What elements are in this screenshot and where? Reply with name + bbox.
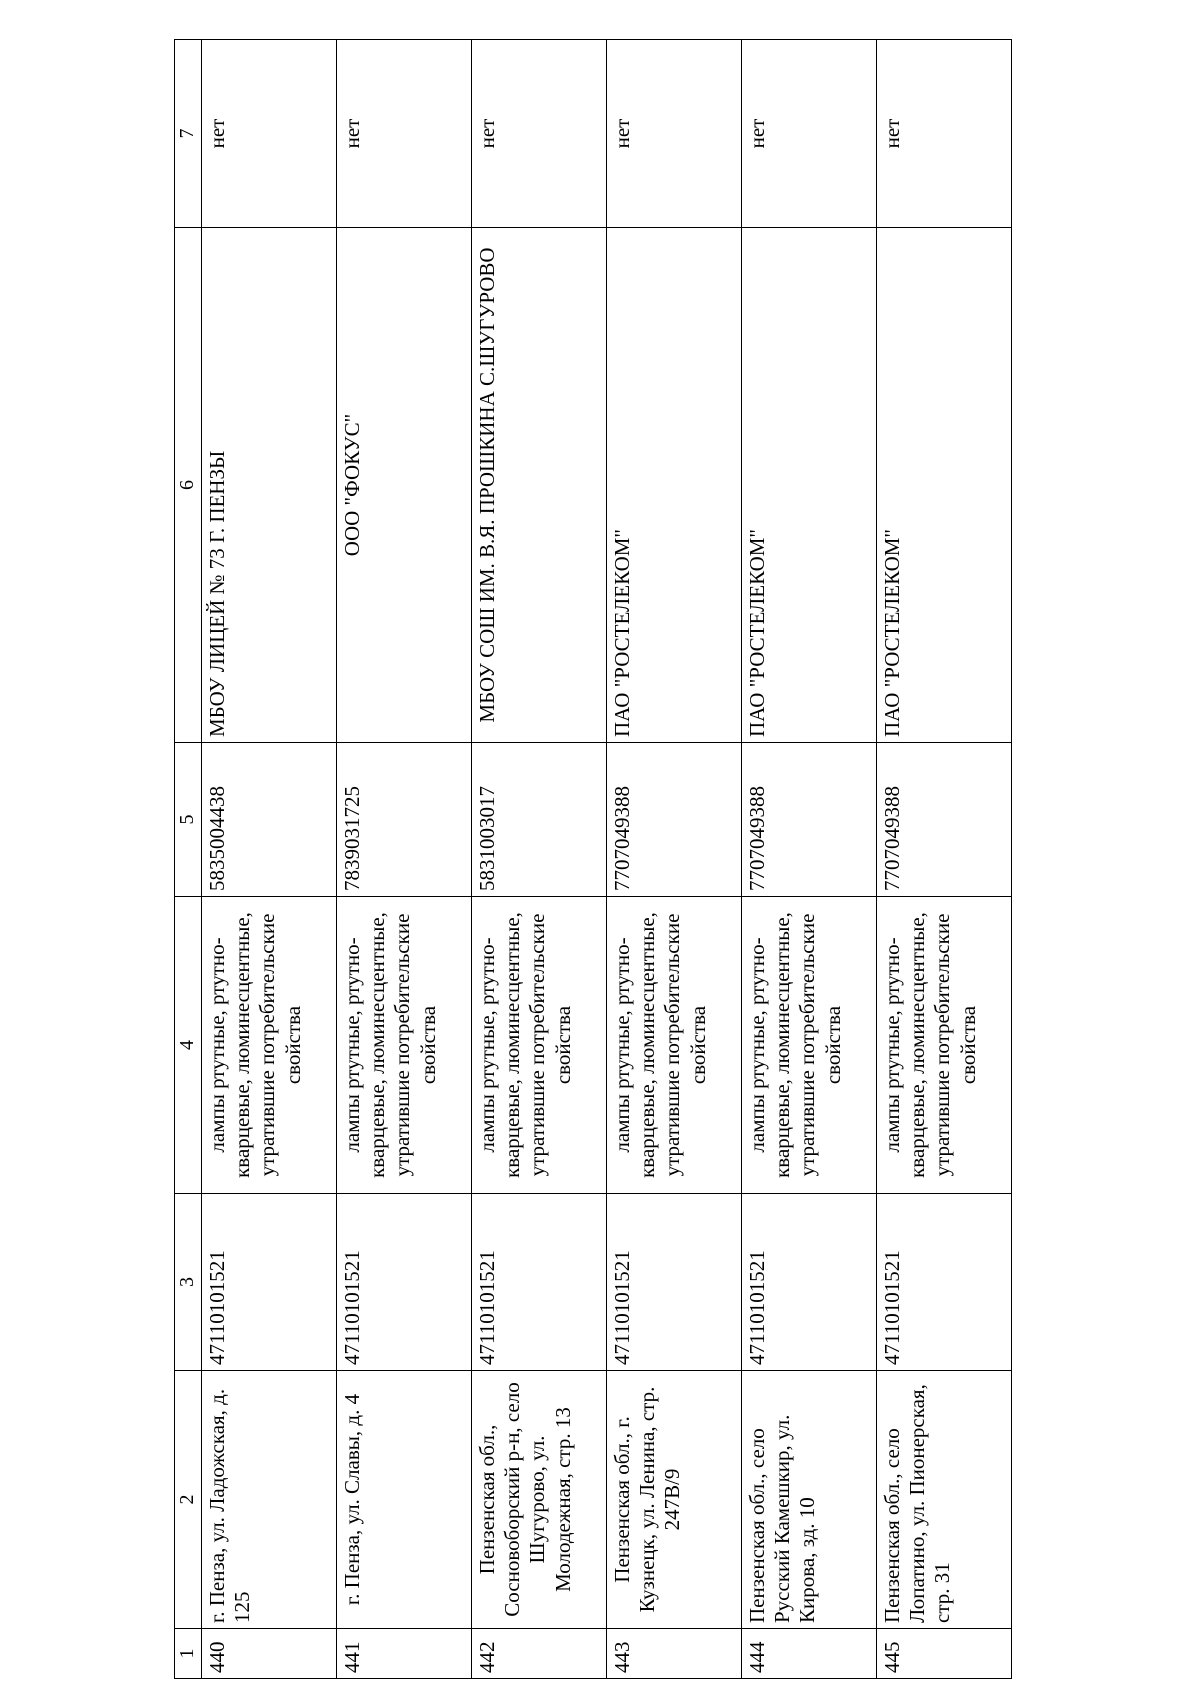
inn-cell: 7707049388 <box>877 743 1012 897</box>
waste-name-cell: лампы ртутные, ртутно-кварцевые, люминесцентные, утратившие потребительские свойства <box>472 897 607 1194</box>
waste-code-cell: 47110101521 <box>742 1194 877 1371</box>
waste-code-cell: 47110101521 <box>337 1194 472 1371</box>
flag-cell: нет <box>202 40 337 228</box>
table-row <box>742 40 877 1679</box>
column-header: 4 <box>175 897 202 1194</box>
address-cell: г. Пенза, ул. Ладожская, д. 125 <box>202 1371 337 1629</box>
inn-cell: 5831003017 <box>472 743 607 897</box>
address-cell: Пензенская обл., село Русский Камешкир, ул. Кирова, зд. 10 <box>742 1371 877 1629</box>
organization-cell: ПАО "РОСТЕЛЕКОМ" <box>607 228 742 743</box>
waste-name-cell: лампы ртутные, ртутно-кварцевые, люминесцентные, утратившие потребительские свойства <box>742 897 877 1194</box>
table-row <box>202 40 337 1679</box>
table-row <box>337 40 472 1679</box>
address-cell: г. Пенза, ул. Славы, д. 4 <box>337 1371 472 1629</box>
waste-name-cell: лампы ртутные, ртутно-кварцевые, люминесцентные, утратившие потребительские свойства <box>202 897 337 1194</box>
waste-registry-table <box>174 39 1012 1679</box>
column-header: 3 <box>175 1194 202 1371</box>
row-number: 445 <box>877 1629 1012 1679</box>
address-cell: Пензенская обл., Сосновоборский р-н, село Шугурово, ул. Молодежная, стр. 13 <box>472 1371 607 1629</box>
table-row <box>877 40 1012 1679</box>
row-number: 440 <box>202 1629 337 1679</box>
row-number: 442 <box>472 1629 607 1679</box>
organization-cell: ПАО "РОСТЕЛЕКОМ" <box>742 228 877 743</box>
organization-cell: МБОУ СОШ ИМ. В.Я. ПРОШКИНА С.ШУГУРОВО <box>472 228 607 743</box>
organization-cell: ООО "ФОКУС" <box>337 228 472 743</box>
inn-cell: 7707049388 <box>742 743 877 897</box>
waste-name-cell: лампы ртутные, ртутно-кварцевые, люминесцентные, утратившие потребительские свойства <box>877 897 1012 1194</box>
address-cell: Пензенская обл., село Лопатино, ул. Пионерская, стр. 31 <box>877 1371 1012 1629</box>
table-row <box>607 40 742 1679</box>
address-cell: Пензенская обл., г. Кузнецк, ул. Ленина, стр. 247В/9 <box>607 1371 742 1629</box>
rotated-page <box>174 40 1012 1679</box>
waste-code-cell: 47110101521 <box>877 1194 1012 1371</box>
waste-code-cell: 47110101521 <box>607 1194 742 1371</box>
inn-cell: 7707049388 <box>607 743 742 897</box>
row-number: 444 <box>742 1629 877 1679</box>
column-header: 2 <box>175 1371 202 1629</box>
column-number-row <box>175 40 202 1679</box>
flag-cell: нет <box>337 40 472 228</box>
flag-cell: нет <box>877 40 1012 228</box>
row-number: 441 <box>337 1629 472 1679</box>
organization-cell: ПАО "РОСТЕЛЕКОМ" <box>877 228 1012 743</box>
row-number: 443 <box>607 1629 742 1679</box>
column-header: 6 <box>175 228 202 743</box>
waste-code-cell: 47110101521 <box>202 1194 337 1371</box>
waste-code-cell: 47110101521 <box>472 1194 607 1371</box>
column-header: 1 <box>175 1629 202 1679</box>
flag-cell: нет <box>607 40 742 228</box>
waste-name-cell: лампы ртутные, ртутно-кварцевые, люминесцентные, утратившие потребительские свойства <box>607 897 742 1194</box>
flag-cell: нет <box>742 40 877 228</box>
waste-name-cell: лампы ртутные, ртутно-кварцевые, люминесцентные, утратившие потребительские свойства <box>337 897 472 1194</box>
inn-cell: 5835004438 <box>202 743 337 897</box>
organization-cell: МБОУ ЛИЦЕЙ № 73 Г. ПЕНЗЫ <box>202 228 337 743</box>
column-header: 5 <box>175 743 202 897</box>
inn-cell: 7839031725 <box>337 743 472 897</box>
column-header: 7 <box>175 40 202 228</box>
table-row <box>472 40 607 1679</box>
flag-cell: нет <box>472 40 607 228</box>
